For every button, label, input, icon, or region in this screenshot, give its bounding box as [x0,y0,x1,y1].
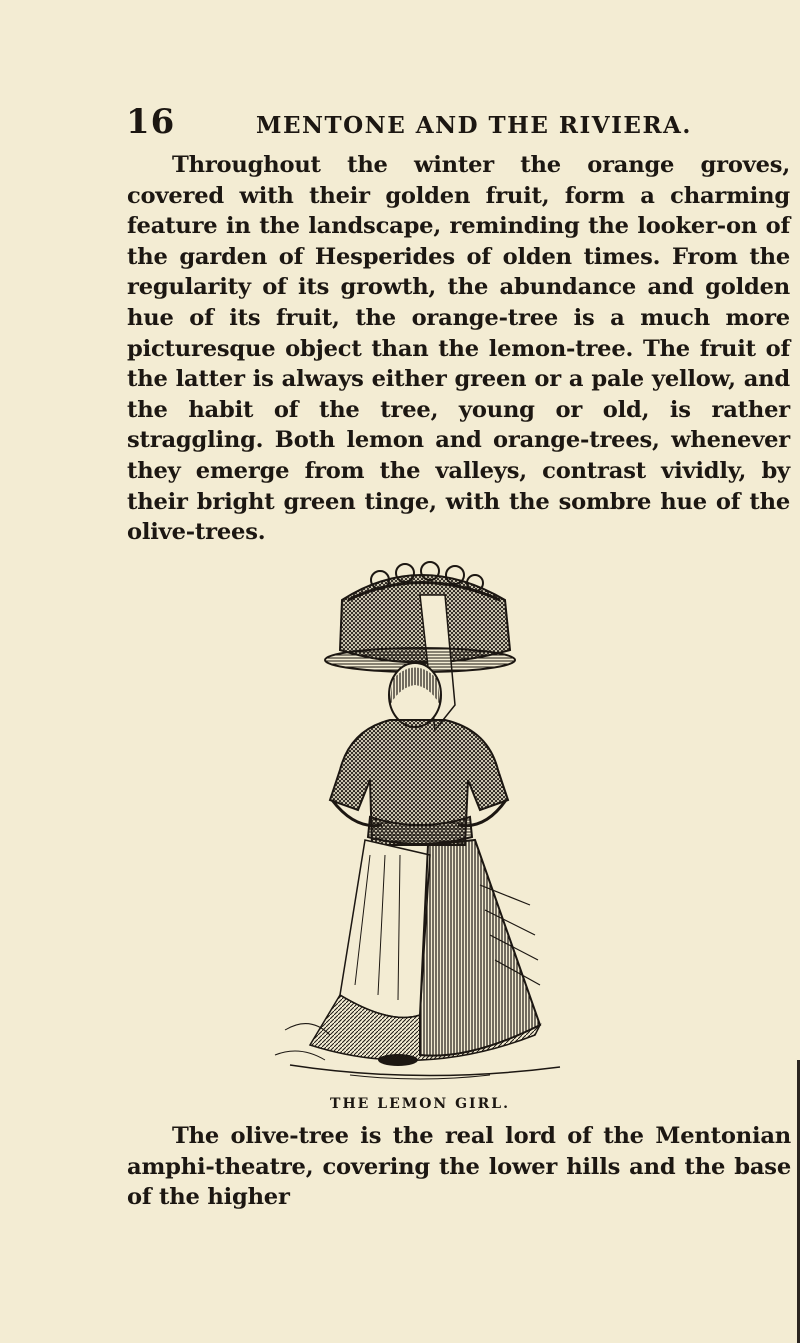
running-head [0,100,800,150]
paragraph-1: Throughout the winter the orange groves, covered with their golden fruit, form a charming feature in the landscape, reminding the looker-on of the garden of Hesperides of olden times. From the regularity of its growth, the abundance and golden hue of its fruit, the orange-tree is a much more picturesque object than the lemon-tree. The fruit of the latter is always either green or a pale yellow, and the habit of the tree, young or old, is rather straggling. Both lemon and orange-trees, whenever they emerge from the valleys, contrast vividly, by their bright green tinge, with the sombre hue of the olive-trees. [127,152,790,546]
figure-caption: THE LEMON GIRL. [330,1096,510,1112]
lemon-girl-illustration [270,555,570,1087]
lemon-girl-engraving [270,555,570,1087]
running-title: MENTONE AND THE RIVIERA. [256,112,692,139]
page-number: 16 [126,102,176,142]
paragraph-2: The olive-tree is the real lord of the Mentonian amphi-theatre, covering the lower hills and the base of the higher [127,1123,791,1211]
